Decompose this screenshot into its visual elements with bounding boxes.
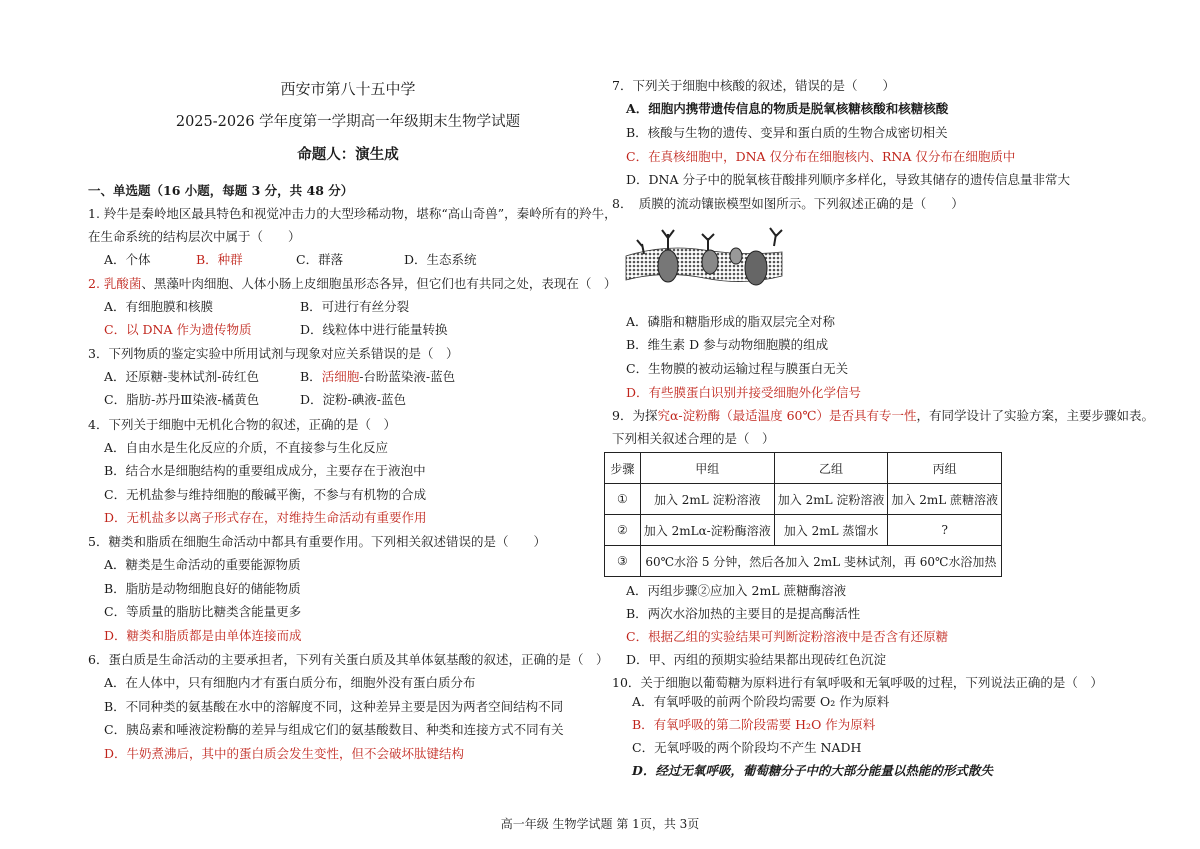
- table-row: [605, 484, 1002, 515]
- q4-option-a: A．自由水是生化反应的介质，不直接参与生化反应: [104, 440, 389, 455]
- q6-option-b: B．不同种类的氨基酸在水中的溶解度不同，这种差异主要是因为两者空间结构不同: [104, 699, 564, 714]
- q7-option-c: C．在真核细胞中，DNA 仅分布在细胞核内、RNA 仅分布在细胞质中: [626, 149, 1016, 164]
- q8-stem: 8． 质膜的流动镶嵌模型如图所示。下列叙述正确的是（ ）: [612, 196, 964, 211]
- q5-option-a: A．糖类是生命活动的重要能源物质: [104, 557, 301, 572]
- q7-option-a: A．细胞内携带遗传信息的物质是脱氧核糖核酸和核糖核酸: [626, 101, 949, 116]
- table-cell: ②: [605, 515, 641, 546]
- q9-stem: [612, 407, 1154, 425]
- q1-option-c: C．群落: [296, 252, 344, 267]
- q7-option-b: B．核酸与生物的遗传、变异和蛋白质的生物合成密切相关: [626, 125, 948, 140]
- table-cell: 加入 2mL 淀粉溶液: [640, 484, 774, 515]
- table-cell: ?: [888, 515, 1002, 546]
- q10-stem: 10．关于细胞以葡萄糖为原料进行有氧呼吸和无氧呼吸的过程，下列说法正确的是（ ）: [612, 675, 1103, 690]
- exam-author: 命题人：演生成: [297, 146, 399, 163]
- q5-option-d: D．糖类和脂质都是由单体连接而成: [104, 628, 302, 643]
- q9-option-b: B．两次水浴加热的主要目的是提高酶活性: [626, 606, 861, 621]
- table-cell: ③: [605, 546, 641, 577]
- q1-stem-line1: 1. 羚牛是秦岭地区最具特色和视觉冲击力的大型珍稀动物，堪称“高山奇兽”，秦岭所有的羚牛，: [88, 206, 617, 221]
- q8-option-a: A．磷脂和糖脂形成的脂双层完全对称: [626, 314, 836, 329]
- table-cell: ①: [605, 484, 641, 515]
- q9-stem-line2: 下列相关叙述合理的是（ ）: [612, 431, 775, 446]
- q2-stem-highlight: 2. 乳酸菌: [88, 276, 142, 291]
- table-row: [605, 546, 1002, 577]
- q9-stem-prefix: 9．为探: [612, 408, 658, 423]
- q3-option-b-prefix: B．: [300, 369, 322, 384]
- q4-option-d: D．无机盐多以离子形式存在，对维持生命活动有重要作用: [104, 510, 427, 525]
- q4-option-c: C．无机盐参与维持细胞的酸碱平衡，不参与有机物的合成: [104, 487, 427, 502]
- membrane-diagram: [624, 216, 784, 304]
- q1-option-a: A．个体: [104, 252, 151, 267]
- q1-stem-line2: 在生命系统的结构层次中属于（ ）: [88, 229, 301, 244]
- q2-option-d: D．线粒体中进行能量转换: [300, 322, 448, 337]
- q3-option-d: D．淀粉-碘液-蓝色: [300, 392, 406, 407]
- q6-stem: 6．蛋白质是生命活动的主要承担者，下列有关蛋白质及其单体氨基酸的叙述，正确的是（ ）: [88, 652, 609, 667]
- section-heading: 一、单选题（16 小题，每题 3 分，共 48 分）: [88, 183, 354, 198]
- table-header-row: [605, 453, 1002, 484]
- q9-option-d: D．甲、丙组的预期实验结果都出现砖红色沉淀: [626, 652, 887, 667]
- q9-stem-rest: ，有同学设计了实验方案，主要步骤如表。: [916, 408, 1154, 423]
- table-cell: 加入 2mL 蒸馏水: [774, 515, 888, 546]
- q3-option-b-rest: -台盼蓝染液-蓝色: [359, 369, 456, 384]
- table-cell: 加入 2mL 蔗糖溶液: [888, 484, 1002, 515]
- q2-stem: [88, 275, 616, 293]
- table-header-cell: 乙组: [774, 453, 888, 484]
- q1-option-d: D．生态系统: [404, 252, 477, 267]
- school-name: 西安市第八十五中学: [280, 80, 416, 98]
- q10-option-d: D．经过无氧呼吸，葡萄糖分子中的大部分能量以热能的形式散失: [632, 763, 993, 778]
- page-footer: 高一年级 生物学试题 第 1页，共 3页: [500, 817, 700, 831]
- q9-stem-highlight: 究α-淀粉酶（最适温度 60℃）是否具有专一性: [657, 408, 917, 423]
- table-cell: 加入 2mL 淀粉溶液: [774, 484, 888, 515]
- q2-option-c: C．以 DNA 作为遗传物质: [104, 322, 252, 337]
- q10-option-a: A．有氧呼吸的前两个阶段均需要 O₂ 作为原料: [632, 694, 890, 709]
- q6-option-d: D．牛奶煮沸后，其中的蛋白质会发生变性，但不会破坏肽键结构: [104, 746, 465, 761]
- q6-option-a: A．在人体中，只有细胞内才有蛋白质分布，细胞外没有蛋白质分布: [104, 675, 476, 690]
- q7-option-d: D．DNA 分子中的脱氧核苷酸排列顺序多样化，导致其储存的遗传信息量非常大: [626, 172, 1070, 187]
- q8-option-d: D．有些膜蛋白识别并接受细胞外化学信号: [626, 385, 862, 400]
- q10-option-b: B．有氧呼吸的第二阶段需要 H₂O 作为原料: [632, 717, 876, 732]
- q8-option-b: B．维生素 D 参与动物细胞膜的组成: [626, 337, 829, 352]
- q5-stem: 5．糖类和脂质在细胞生命活动中都具有重要作用。下列相关叙述错误的是（ ）: [88, 534, 546, 549]
- q1-option-b: B．种群: [196, 252, 243, 267]
- table-cell-merged: 60℃水浴 5 分钟，然后各加入 2mL 斐林试剂，再 60℃水浴加热: [640, 546, 1001, 577]
- q2-option-b: B．可进行有丝分裂: [300, 299, 410, 314]
- table-header-cell: 步骤: [605, 453, 641, 484]
- q3-option-b-highlight: 活细胞: [321, 369, 360, 384]
- q2-option-a: A．有细胞膜和核膜: [104, 299, 214, 314]
- q3-stem: 3．下列物质的鉴定实验中所用试剂与现象对应关系错误的是（ ）: [88, 346, 459, 361]
- exam-title: 2025-2026 学年度第一学期高一年级期末生物学试题: [175, 114, 521, 130]
- q3-option-c: C．脂肪-苏丹Ⅲ染液-橘黄色: [104, 392, 260, 407]
- q8-option-c: C．生物膜的被动运输过程与膜蛋白无关: [626, 361, 849, 376]
- q10-option-c: C．无氧呼吸的两个阶段均不产生 NADH: [632, 740, 862, 755]
- table-cell: 加入 2mLα-淀粉酶溶液: [640, 515, 774, 546]
- q5-option-b: B．脂肪是动物细胞良好的储能物质: [104, 581, 301, 596]
- table-header-cell: 丙组: [888, 453, 1002, 484]
- q9-experiment-table: [604, 452, 1002, 577]
- q2-stem-rest: 、黑藻叶肉细胞、人体小肠上皮细胞虽形态各异，但它们也有共同之处，表现在（ ）: [141, 276, 617, 291]
- q7-stem: 7．下列关于细胞中核酸的叙述，错误的是（ ）: [612, 78, 895, 93]
- q5-option-c: C．等质量的脂肪比糖类含能量更多: [104, 604, 302, 619]
- q3-option-b: [300, 368, 455, 386]
- q9-option-c: C．根据乙组的实验结果可判断淀粉溶液中是否含有还原糖: [626, 629, 949, 644]
- q4-option-b: B．结合水是细胞结构的重要组成成分，主要存在于液泡中: [104, 463, 426, 478]
- table-row: [605, 515, 1002, 546]
- q3-option-a: A．还原糖-斐林试剂-砖红色: [104, 369, 259, 384]
- q9-option-a: A．丙组步骤②应加入 2mL 蔗糖酶溶液: [626, 583, 847, 598]
- table-header-cell: 甲组: [640, 453, 774, 484]
- q6-option-c: C．胰岛素和唾液淀粉酶的差异与组成它们的氨基酸数目、种类和连接方式不同有关: [104, 722, 564, 737]
- q4-stem: 4．下列关于细胞中无机化合物的叙述，正确的是（ ）: [88, 417, 396, 432]
